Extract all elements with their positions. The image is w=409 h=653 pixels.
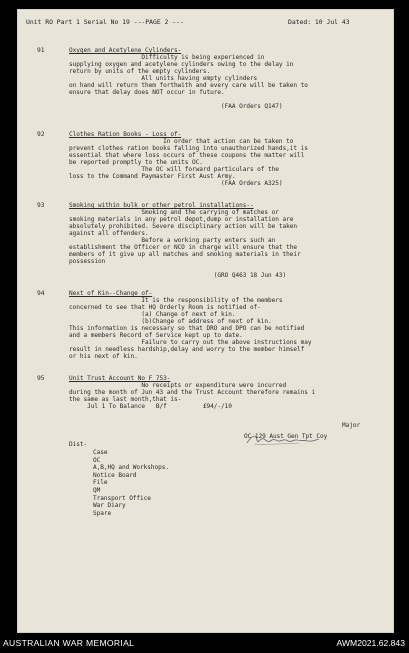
distribution-list [93,449,169,517]
signatory-rank: Major [342,422,361,429]
distribution-entry: Spare [93,509,112,517]
distribution-entry: Notice Board [93,471,137,479]
archive-name: AUSTRALIAN WAR MEMORIAL [3,638,135,648]
item-number: 93 [37,202,45,209]
item-body: It is the responsibility of the members concerned to see that HQ Orderly Room is notified of- (a) Change of next of kin. (b)Change of address of next of kin. This information is necessary so that DRO and DPO can be notified and a members Record of Service kept up to date. Failure to carry out the above instructions may result in needless hardship,delay and worry to the member himself or his next of kin. [69,297,312,360]
distribution-entry: OC [93,456,101,464]
document-page [17,9,394,633]
item-number: 92 [37,131,45,138]
distribution-entry: A,B,HQ and Workshops. [93,464,169,472]
item-number: 91 [37,47,45,54]
item-number: 94 [37,290,45,297]
item-body: No receipts or expenditure were incurred during the month of Jun 43 and the Trust Account therefore remains i the same as last month,that is- Jul 1 To Balance B/f £94/-/10 [69,382,316,410]
distribution-entry: QM [93,486,101,494]
header-left: Unit RO Part 1 Serial No 19 ---PAGE 2 --- [26,18,184,26]
distribution-entry: Transport Office [93,494,151,502]
distribution-label: Dist- [69,441,88,448]
item-title: Clothes Ration Books - Loss of- [69,131,182,138]
distribution-entry: War Diary [93,502,126,510]
item-title: Smoking within bulk or other petrol installations-- [69,202,254,209]
item-body: Difficulty is being experienced in supplying oxygen and acetylene cylinders owing to the delay in return by units of the empty cylinders. All units having empty cylinders on hand will return them forthwith and every care will be taken to ensure that delay does NOT occur in future. (FAA Orders Q147) [69,54,308,110]
archive-reference: AWM2021.62.843 [336,638,405,648]
header-date: Dated: 10 Jul 43 [288,18,350,26]
distribution-entry: Case [93,449,108,456]
item-title: Unit Trust Account No F 753- [69,375,171,382]
item-title: Next of Kin--Change of- [69,290,153,297]
item-number: 95 [37,375,45,382]
item-title: Oxygen and Acetylene Cylinders- [69,47,182,54]
signatory-unit: OC 129 Aust Gen Tpt Coy [244,433,328,440]
archive-footer [0,633,409,653]
item-body: Smoking and the carrying of matches or smoking materials in any petrol depot,dump or installation are absolutely prohibited. Severe disciplinary action will be taken against all offenders. Before a working party enters such an establishment the Officer or NCO in charge will ensure that the members of it give up all matches and smoking materials in their possession (GRO Q463 18 Jun 43) [69,209,301,279]
item-body: In order that action can be taken to prevent clothes ration books falling into unauthorized hands,it is essential that where loss occurs of these coupons the matter will be reported promptly to the units OC. The OC will forward particulars of the loss to the Command Paymaster First Aust Army. (FAA Orders A325) [69,138,308,187]
distribution-entry: File [93,479,108,487]
